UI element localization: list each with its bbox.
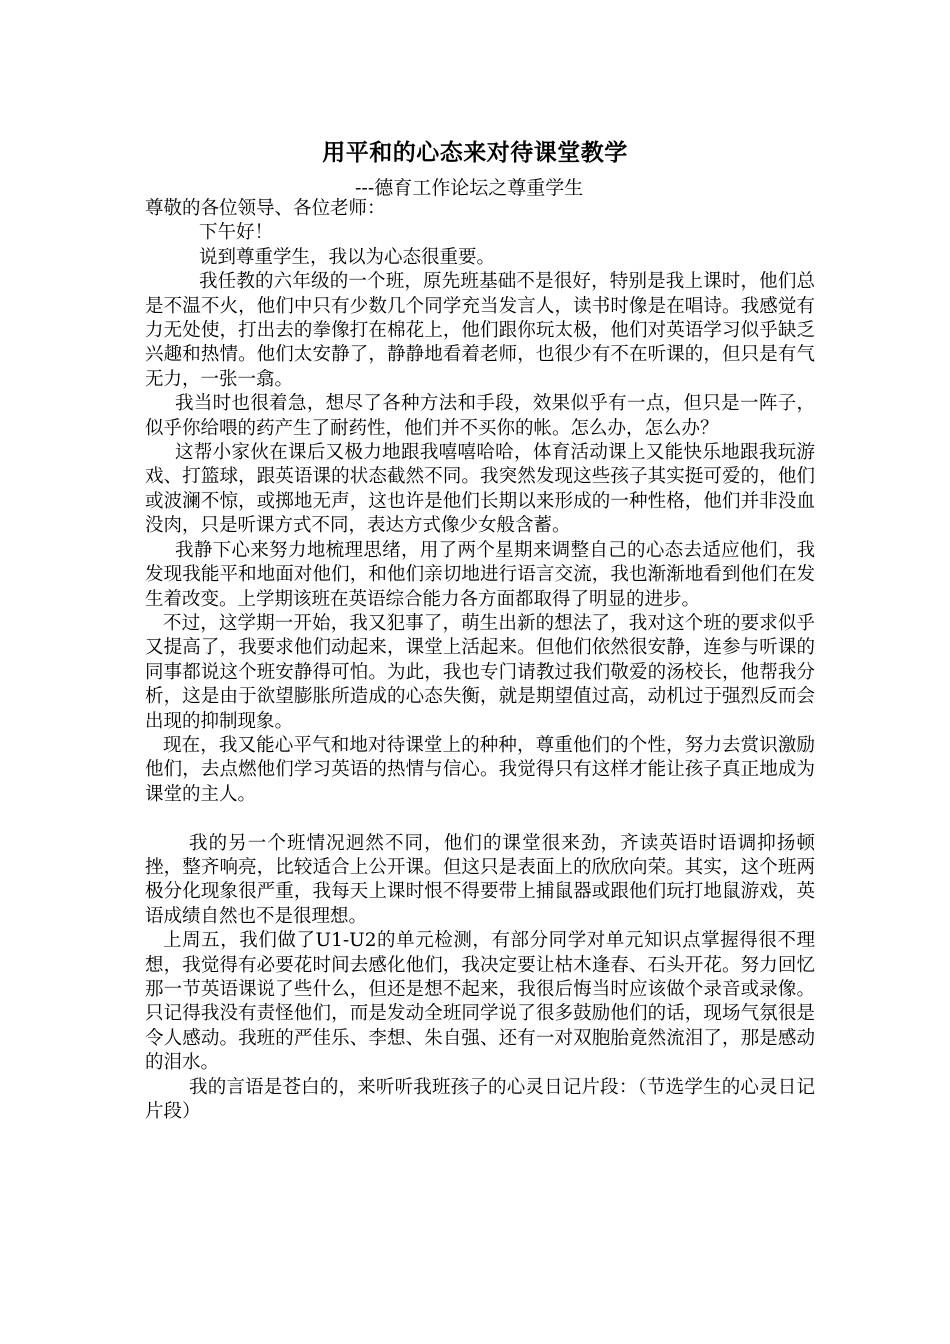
paragraph-intro: 说到尊重学生，我以为心态很重要。	[199, 246, 496, 268]
paragraph: 我当时也很着急，想尽了各种方法和手段，效果似乎有一点，但只是一阵子，似乎你给喂的药产生了耐药性，他们并不买你的帐。怎么办，怎么办？	[145, 393, 815, 439]
paragraph: 我的言语是苍白的，来听听我班孩子的心灵日记片段：（节选学生的心灵日记片段）	[145, 1076, 815, 1123]
document-title: 用平和的心态来对待课堂教学	[322, 139, 628, 166]
salutation: 尊敬的各位领导、各位老师：	[145, 198, 386, 219]
blank-line	[145, 807, 815, 831]
paragraph: 我静下心来努力地梳理思绪，用了两个星期来调整自己的心态去适应他们，我发现我能平和地面对他们，和他们亲切地进行语言交流，我也渐渐地看到他们在发生着改变。上学期该班在英语综合能力各方面都取得了明显的进步。	[145, 539, 815, 610]
paragraph: 这帮小家伙在课后又极力地跟我嘻嘻哈哈，体育活动课上又能快乐地跟我玩游戏、打篮球，跟英语课的状态截然不同。我突然发现这些孩子其实挺可爱的，他们或波澜不惊，或掷地无声，这也许是他们长期以来形成的一种性格，他们并非没血没肉，只是听课方式不同，表达方式像少女般含蓄。	[145, 442, 815, 537]
paragraph: 我的另一个班情况迥然不同，他们的课堂很来劲，齐读英语时语调抑扬顿挫，整齐响亮，比较适合上公开课。但这只是表面上的欣欣向荣。其实，这个班两极分化现象很严重，我每天上课时恨不得要带上捕鼠器或跟他们玩打地鼠游戏，英语成绩自然也不是很理想。	[145, 832, 815, 927]
document-subtitle: ---德育工作论坛之尊重学生	[355, 177, 584, 199]
greeting: 下午好！	[199, 222, 274, 244]
paragraph: 我任教的六年级的一个班，原先班基础不是很好，特别是我上课时，他们总是不温不火，他们中只有少数几个同学充当发言人，读书时像是在唱诗。我感觉有力无处使，打出去的拳像打在棉花上，他们跟你玩太极，他们对英语学习似乎缺乏兴趣和热情。他们太安静了，静静地看着老师，也很少有不在听课的，但只是有气无力，一张一翕。	[145, 271, 815, 390]
document-body	[145, 197, 815, 1124]
paragraph: 现在，我又能心平气和地对待课堂上的种种，尊重他们的个性，努力去赏识激励他们，去点燃他们学习英语的热情与信心。我觉得只有这样才能让孩子真正地成为课堂的主人。	[145, 734, 815, 805]
paragraph: 不过，这学期一开始，我又犯事了，萌生出新的想法了，我对这个班的要求似乎又提高了，我要求他们动起来，课堂上活起来。但他们依然很安静，连参与听课的同事都说这个班安静得可怕。为此，我也专门请教过我们敬爱的汤校长，他帮我分析，这是由于欲望膨胀所造成的心态失衡，就是期望值过高，动机过于强烈反而会出现的抑制现象。	[145, 612, 815, 732]
paragraph: 上周五，我们做了U1-U2的单元检测，有部分同学对单元知识点掌握得很不理想，我觉得有必要花时间去感化他们，我决定要让枯木逢春、石头开花。努力回忆那一节英语课说了些什么，但还是想不起来，我很后悔当时应该做个录音或录像。只记得我没有责怪他们，而是发动全班同学说了很多鼓励他们的话，现场气氛很是令人感动。我班的严佳乐、李想、朱自强、还有一对双胞胎竟然流泪了，那是感动的泪水。	[145, 930, 815, 1074]
